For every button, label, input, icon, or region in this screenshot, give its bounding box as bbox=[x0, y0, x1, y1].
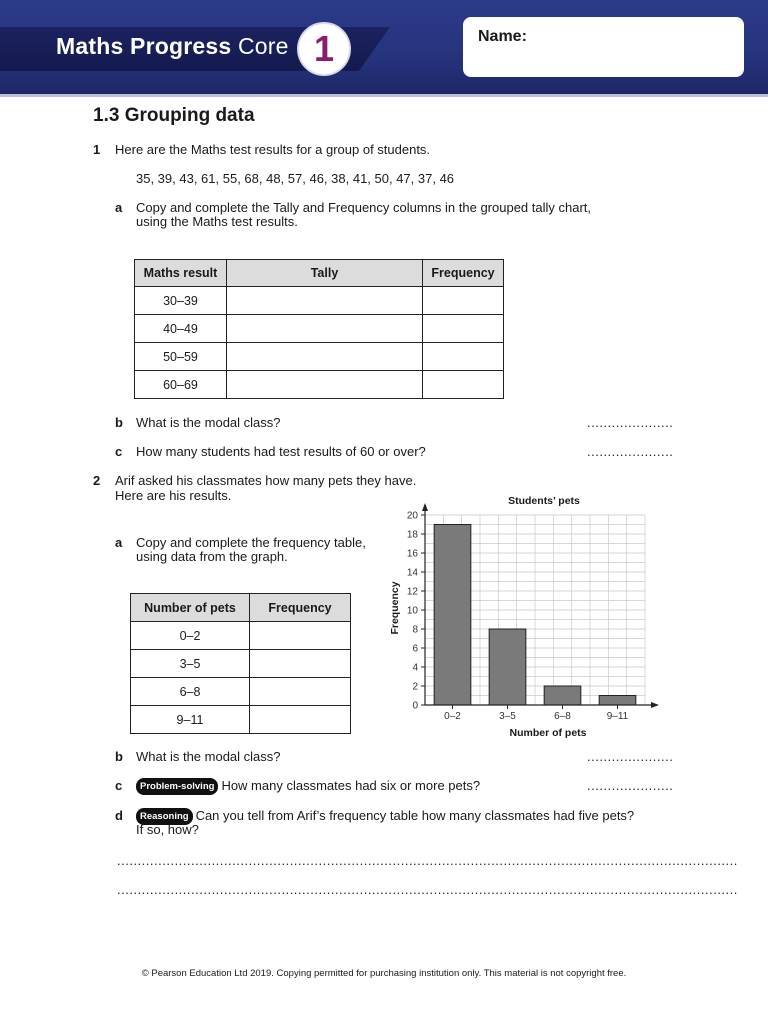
y-tick-label: 10 bbox=[406, 605, 418, 617]
series-title-regular: Core bbox=[237, 33, 289, 59]
frequency-cell[interactable] bbox=[423, 343, 504, 371]
y-tick-label: 18 bbox=[406, 529, 418, 541]
q2b-letter: b bbox=[115, 749, 123, 764]
x-axis-label: Number of pets bbox=[509, 727, 587, 739]
q2a-line2: using data from the graph. bbox=[136, 549, 288, 564]
class-interval: 30–39 bbox=[135, 287, 227, 315]
chart-title: Students’ pets bbox=[508, 495, 580, 507]
class-interval: 9–11 bbox=[131, 706, 250, 734]
x-axis-arrow bbox=[651, 702, 659, 708]
q1c-letter: c bbox=[115, 444, 123, 459]
q1-number: 1 bbox=[93, 142, 101, 157]
table-row bbox=[131, 706, 351, 734]
frequency-cell[interactable] bbox=[250, 622, 351, 650]
q2b-answer-line[interactable]: ..................... bbox=[587, 749, 674, 764]
bar-2 bbox=[544, 686, 581, 705]
tally-cell[interactable] bbox=[227, 315, 423, 343]
q1b-letter: b bbox=[115, 415, 123, 430]
y-tick-label: 16 bbox=[406, 548, 418, 560]
table-row bbox=[131, 650, 351, 678]
q2-line2: Here are his results. bbox=[115, 488, 232, 503]
class-interval: 40–49 bbox=[135, 315, 227, 343]
name-label: Name: bbox=[478, 28, 527, 45]
y-tick-label: 2 bbox=[412, 681, 418, 693]
header-maths-result: Maths result bbox=[135, 260, 227, 287]
chart-y-ticks bbox=[407, 511, 425, 712]
frequency-cell[interactable] bbox=[423, 287, 504, 315]
y-tick-label: 6 bbox=[412, 643, 418, 655]
q2d-letter: d bbox=[115, 808, 123, 823]
level-badge: 1 bbox=[299, 24, 349, 74]
chart-x-ticks bbox=[444, 705, 629, 722]
tally-cell[interactable] bbox=[227, 287, 423, 315]
q2c-letter: c bbox=[115, 778, 123, 793]
pets-header-row bbox=[131, 594, 351, 622]
series-title-bold: Maths Progress bbox=[56, 33, 232, 59]
header-number-of-pets: Number of pets bbox=[131, 594, 250, 622]
table-row bbox=[135, 315, 504, 343]
pets-frequency-table bbox=[130, 593, 351, 734]
q2-line1: Arif asked his classmates how many pets they have. bbox=[115, 473, 417, 488]
q2-number: 2 bbox=[93, 473, 101, 488]
y-tick-label: 14 bbox=[406, 567, 418, 579]
q2d-line1: Can you tell from Arif’s frequency table how many classmates had five pets? bbox=[195, 808, 635, 823]
x-tick-label: 0–2 bbox=[444, 711, 461, 722]
y-tick-label: 12 bbox=[406, 586, 418, 598]
frequency-cell[interactable] bbox=[250, 650, 351, 678]
bar-1 bbox=[489, 629, 526, 705]
header-tally: Tally bbox=[227, 260, 423, 287]
frequency-cell[interactable] bbox=[423, 371, 504, 399]
tally-cell[interactable] bbox=[227, 343, 423, 371]
y-tick-label: 4 bbox=[412, 662, 418, 674]
y-axis-arrow bbox=[422, 503, 428, 511]
reasoning-tag: Reasoning bbox=[136, 808, 193, 825]
q2d-answer-line-1[interactable]: ....................................................................................................................................................... bbox=[117, 853, 738, 868]
series-title bbox=[56, 33, 289, 60]
q2a-letter: a bbox=[115, 535, 123, 550]
x-tick-label: 3–5 bbox=[499, 711, 516, 722]
tally-header-row bbox=[135, 260, 504, 287]
header-frequency: Frequency bbox=[423, 260, 504, 287]
frequency-cell[interactable] bbox=[250, 678, 351, 706]
q1c-answer-line[interactable]: ..................... bbox=[587, 444, 674, 459]
q1c-text: How many students had test results of 60 or over? bbox=[136, 444, 426, 459]
tally-cell[interactable] bbox=[227, 371, 423, 399]
q2d-answer-line-2[interactable]: ....................................................................................................................................................... bbox=[117, 882, 738, 897]
q2c-answer-line[interactable]: ..................... bbox=[587, 778, 674, 793]
q1b-text: What is the modal class? bbox=[136, 415, 281, 430]
x-tick-label: 9–11 bbox=[606, 711, 629, 722]
y-tick-label: 20 bbox=[406, 510, 418, 522]
q2d-row bbox=[136, 808, 634, 825]
table-row bbox=[135, 343, 504, 371]
frequency-cell[interactable] bbox=[250, 706, 351, 734]
y-tick-label: 8 bbox=[412, 624, 418, 636]
bar-0 bbox=[434, 525, 471, 706]
q2d-line2: If so, how? bbox=[136, 822, 199, 837]
table-row bbox=[131, 622, 351, 650]
header-frequency: Frequency bbox=[250, 594, 351, 622]
q2c-row bbox=[136, 778, 480, 795]
table-row bbox=[131, 678, 351, 706]
q1a-line1: Copy and complete the Tally and Frequency columns in the grouped tally chart, bbox=[136, 200, 592, 215]
q1-text: Here are the Maths test results for a group of students. bbox=[115, 142, 431, 157]
class-interval: 3–5 bbox=[131, 650, 250, 678]
q1b-answer-line[interactable]: ..................... bbox=[587, 415, 674, 430]
header-divider bbox=[0, 94, 768, 97]
q2a-line1: Copy and complete the frequency table, bbox=[136, 535, 366, 550]
class-interval: 50–59 bbox=[135, 343, 227, 371]
tally-table bbox=[134, 259, 504, 399]
name-box[interactable] bbox=[463, 17, 744, 77]
q2b-text: What is the modal class? bbox=[136, 749, 281, 764]
class-interval: 60–69 bbox=[135, 371, 227, 399]
table-row bbox=[135, 371, 504, 399]
copyright-footer: © Pearson Education Ltd 2019. Copying permitted for purchasing institution only. This material is not copyright free. bbox=[141, 968, 627, 979]
q1a-letter: a bbox=[115, 200, 123, 215]
class-interval: 0–2 bbox=[131, 622, 250, 650]
q1a-line2: using the Maths test results. bbox=[136, 214, 298, 229]
class-interval: 6–8 bbox=[131, 678, 250, 706]
table-row bbox=[135, 287, 504, 315]
q1-results: 35, 39, 43, 61, 55, 68, 48, 57, 46, 38, 41, 50, 47, 37, 46 bbox=[136, 171, 455, 186]
pets-bar-chart bbox=[380, 488, 670, 750]
frequency-cell[interactable] bbox=[423, 315, 504, 343]
problem-solving-tag: Problem-solving bbox=[136, 778, 218, 795]
x-tick-label: 6–8 bbox=[554, 711, 571, 722]
y-axis-label: Frequency bbox=[389, 581, 401, 635]
q2c-text: How many classmates had six or more pets? bbox=[221, 778, 481, 793]
y-tick-label: 0 bbox=[412, 700, 418, 712]
bar-3 bbox=[599, 696, 636, 706]
section-title: 1.3 Grouping data bbox=[93, 105, 255, 126]
